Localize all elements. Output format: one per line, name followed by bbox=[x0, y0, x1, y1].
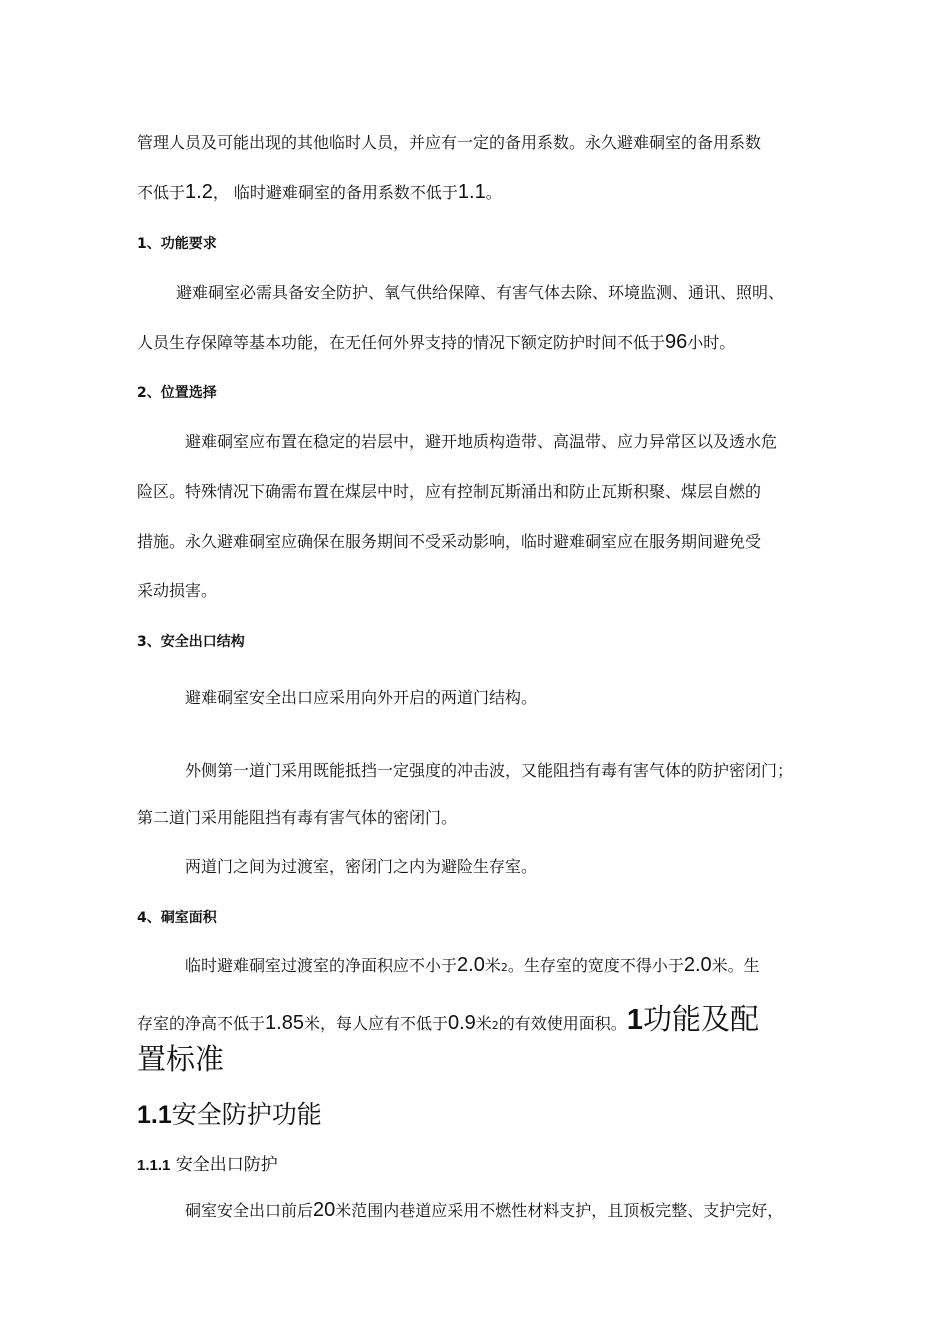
para-line: 险区。特殊情况下确需布置在煤层中时，应有控制瓦斯涌出和防止瓦斯积聚、煤层自燃的 bbox=[137, 482, 762, 501]
chapter-heading: 1功能及配 bbox=[626, 1002, 759, 1036]
para-line: 避难硐室安全出口应采用向外开启的两道门结构。 bbox=[185, 688, 538, 707]
heading-function-requirements: 1、功能要求 bbox=[137, 236, 217, 252]
para-line: 管理人员及可能出现的其他临时人员，并应有一定的备用系数。永久避难硐室的备用系数 bbox=[137, 133, 762, 152]
para-line: 采动损害。 bbox=[137, 581, 218, 600]
heading-location-selection: 2、位置选择 bbox=[137, 385, 217, 401]
heading-exit-structure: 3、安全出口结构 bbox=[137, 634, 245, 650]
para-line: 第二道门采用能阻挡有毒有害气体的密闭门。 bbox=[137, 808, 458, 827]
para-line: 临时避难硐室过渡室的净面积应不小于2.0米2。生存室的宽度不得小于2.0米。生 bbox=[185, 954, 760, 976]
para-line: 不低于1.2， 临时避难硐室的备用系数不低于1.1。 bbox=[137, 181, 502, 203]
para-line: 硐室安全出口前后20米范围内巷道应采用不燃性材料支护，且顶板完整、支护完好， bbox=[185, 1199, 784, 1221]
para-line: 人员生存保障等基本功能，在无任何外界支持的情况下额定防护时间不低于96小时。 bbox=[137, 331, 736, 353]
para-line: 避难硐室必需具备安全防护、氧气供给保障、有害气体去除、环境监测、通讯、照明、 bbox=[176, 283, 785, 302]
section-heading: 1.1安全防护功能 bbox=[137, 1100, 322, 1129]
para-line: 两道门之间为过渡室，密闭门之内为避险生存室。 bbox=[185, 857, 538, 876]
chapter-heading-continued: 置标准 bbox=[137, 1042, 225, 1076]
para-line: 避难硐室应布置在稳定的岩层中，避开地质构造带、高温带、应力异常区以及透水危 bbox=[185, 432, 778, 451]
subsection-heading: 1.1.1 安全出口防护 bbox=[137, 1155, 278, 1175]
heading-chamber-area: 4、硐室面积 bbox=[137, 910, 217, 926]
para-line: 外侧第一道门采用既能抵挡一定强度的冲击波，又能阻挡有毒有害气体的防护密闭门； bbox=[185, 761, 794, 780]
para-line: 措施。永久避难硐室应确保在服务期间不受采动影响，临时避难硐室应在服务期间避免受 bbox=[137, 532, 762, 551]
para-line: 存室的净高不低于1.85米，每人应有不低于0.9米2的有效使用面积。1功能及配 bbox=[137, 1002, 759, 1036]
